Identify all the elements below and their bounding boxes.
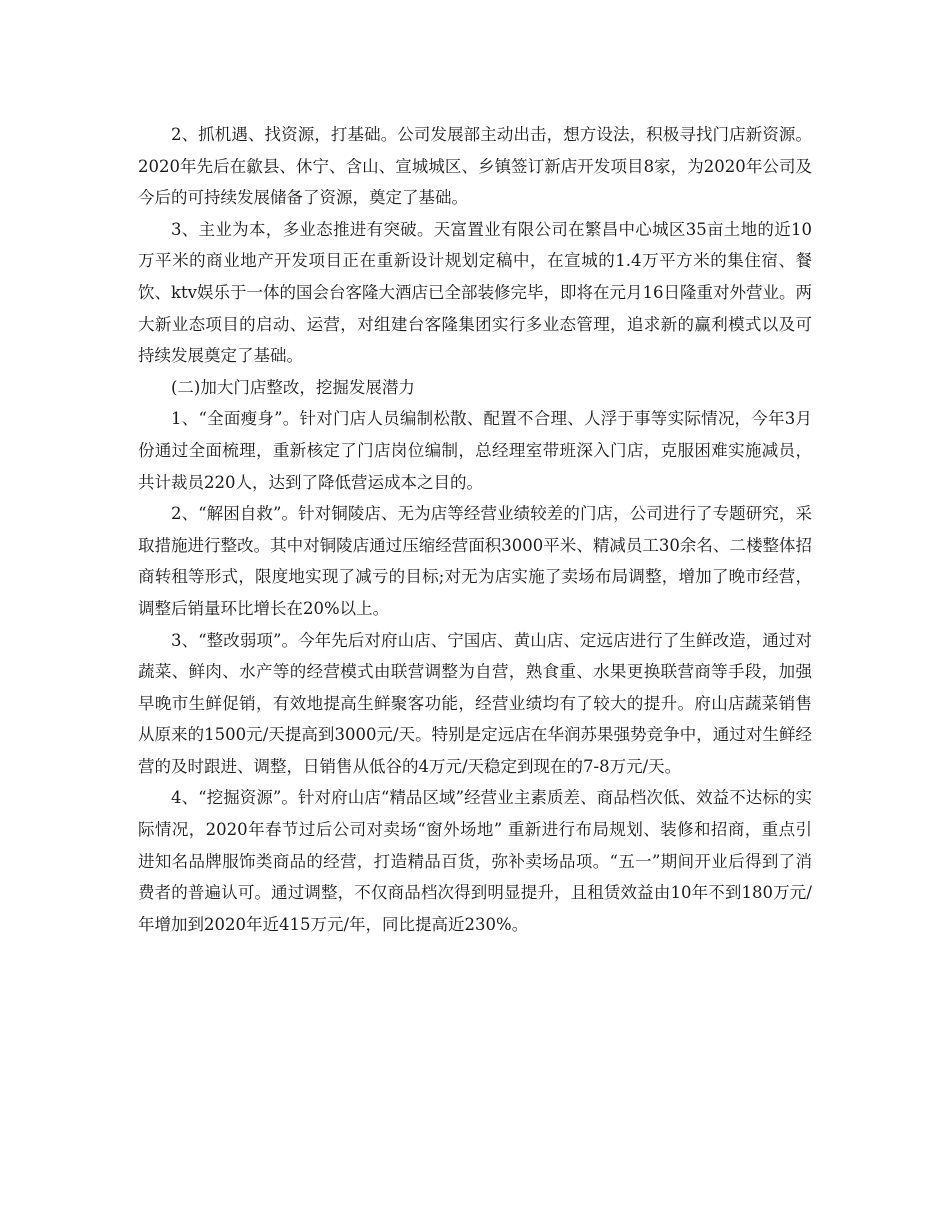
paragraph-mining-resources: 4、“挖掘资源”。针对府山店“精品区域”经营业主素质差、商品档次低、效益不达标的实际情况，2020年春节过后公司对卖场“窗外场地” 重新进行布局规划、装修和招商，重点引进知名品牌服饰类商品的经营，打造精品百货，弥补卖场品项。“五一”期间开业后得到了消费者的普遍认可。通过调整，不仅商品档次得到明显提升，且租赁效益由10年不到180万元/年增加到2020年近415万元/年，同比提高近230%。 [138, 788, 812, 934]
section-heading: (二)加大门店整改，挖掘发展潜力 [171, 377, 415, 397]
paragraph-self-rescue: 2、“解困自救”。针对铜陵店、无为店等经营业绩较差的门店，公司进行了专题研究，采取措施进行整改。其中对铜陵店通过压缩经营面积3000平米、精减员工30余名、二楼整体招商转租等形式，限度地实现了减亏的目标;对无为店实施了卖场布局调整，增加了晚市经营，调整后销量环比增长在20%以上。 [138, 504, 812, 618]
document-body [138, 119, 812, 940]
paragraph-weak-items: 3、“整改弱项”。今年先后对府山店、宁国店、黄山店、定远店进行了生鲜改造，通过对蔬菜、鲜肉、水产等的经营模式由联营调整为自营，熟食重、水果更换联营商等手段，加强早晚市生鲜促销，有效地提高生鲜聚客功能，经营业绩均有了较大的提升。府山店蔬菜销售从原来的1500元/天提高到3000元/天。特别是定远店在华润苏果强势竞争中，通过对生鲜经营的及时跟进、调整，日销售从低谷的4万元/天稳定到现在的7-8万元/天。 [138, 630, 812, 776]
paragraph-slimming: 1、“全面瘦身”。针对门店人员编制松散、配置不合理、人浮于事等实际情况，今年3月份通过全面梳理，重新核定了门店岗位编制，总经理室带班深入门店，克服困难实施减员，共计裁员220人，达到了降低营运成本之目的。 [138, 409, 812, 492]
paragraph-resources: 2、抓机遇、找资源，打基础。公司发展部主动出击，想方设法，积极寻找门店新资源。2020年先后在歙县、休宁、含山、宣城城区、乡镇签订新店开发项目8家，为2020年公司及今后的可持续发展储备了资源，奠定了基础。 [138, 125, 812, 208]
paragraph-multi-format: 3、主业为本，多业态推进有突破。天富置业有限公司在繁昌中心城区35亩土地的近10万平米的商业地产开发项目正在重新设计规划定稿中，在宣城的1.4万平方米的集住宿、餐饮、ktv娱乐于一体的国会台客隆大酒店已全部装修完毕，即将在元月16日隆重对外营业。两大新业态项目的启动、运营，对组建台客隆集团实行多业态管理，追求新的赢利模式以及可持续发展奠定了基础。 [138, 219, 812, 366]
